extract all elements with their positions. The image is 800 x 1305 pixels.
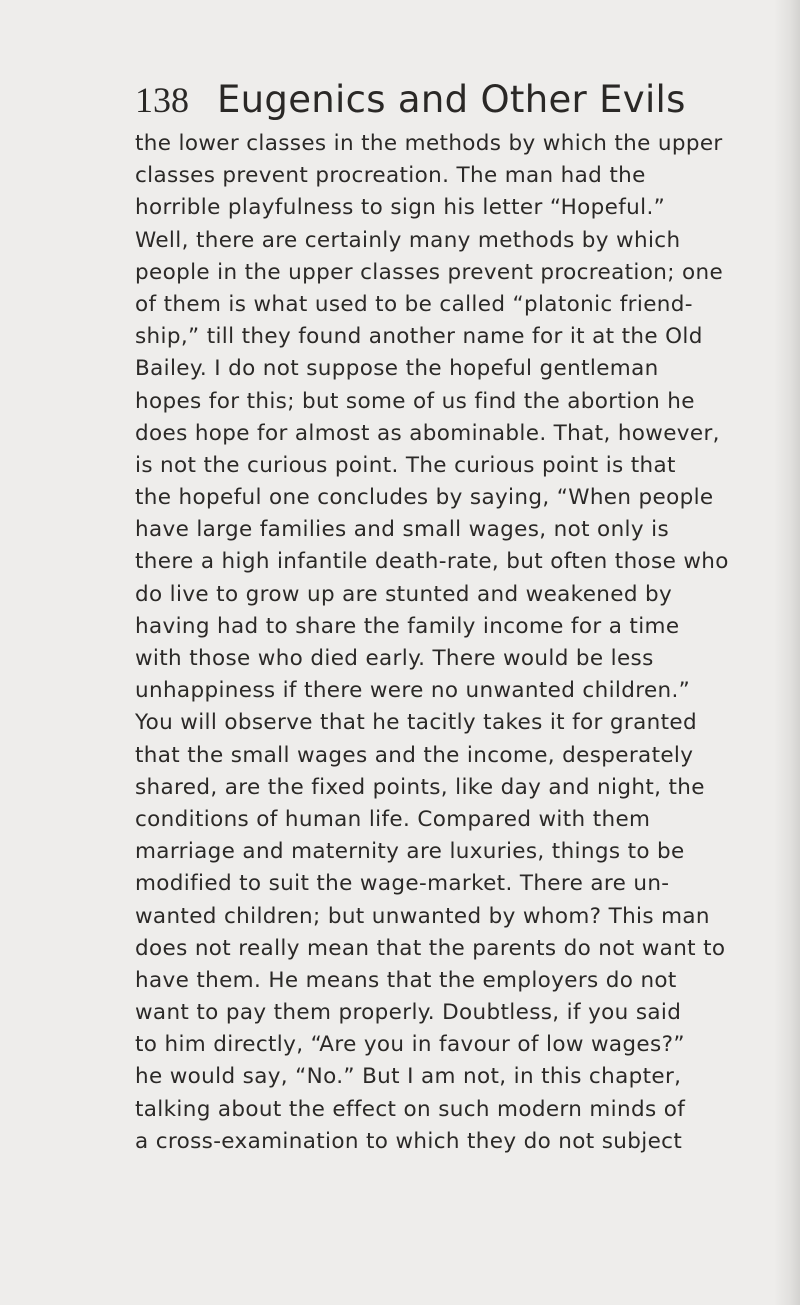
running-head	[135, 70, 695, 130]
text-line: marriage and maternity are luxuries, things to be	[135, 839, 685, 865]
text-line: does hope for almost as abominable. That, however,	[135, 420, 720, 446]
text-line: do live to grow up are stunted and weakened by	[135, 581, 673, 607]
book-title: Eugenics and Other Evils	[217, 78, 686, 121]
text-line: there a high infantile death-rate, but often those who	[135, 549, 729, 575]
text-line: talking about the effect on such modern minds of	[135, 1096, 686, 1122]
page-gutter-shadow	[774, 0, 800, 1305]
text-line: of them is what used to be called “platonic friend-	[135, 291, 693, 317]
text-line: Well, there are certainly many methods by which	[135, 227, 681, 253]
text-line: a cross-examination to which they do not subject	[135, 1128, 683, 1154]
text-line: have them. He means that the employers do not	[135, 967, 677, 993]
text-line: conditions of human life. Compared with them	[135, 806, 651, 832]
text-line: ship,” till they found another name for it at the Old	[135, 324, 703, 350]
text-line: unhappiness if there were no unwanted children.”	[135, 678, 691, 704]
text-line: modified to suit the wage-market. There are un-	[135, 871, 670, 897]
text-line: classes prevent procreation. The man had the	[135, 163, 646, 189]
text-line: shared, are the fixed points, like day and night, the	[135, 774, 705, 800]
page-number: 138	[135, 80, 189, 120]
text-line: hopes for this; but some of us find the abortion he	[135, 388, 695, 414]
body-text	[135, 128, 755, 1158]
text-line: does not really mean that the parents do not want to	[135, 935, 726, 961]
text-line: people in the upper classes prevent procreation; one	[135, 259, 724, 285]
text-line: want to pay them properly. Doubtless, if you said	[135, 1000, 682, 1026]
text-line: the lower classes in the methods by which the upper	[135, 131, 723, 156]
text-line: with those who died early. There would be less	[135, 646, 654, 671]
text-line: You will observe that he tacitly takes it for granted	[135, 710, 697, 736]
text-line: wanted children; but unwanted by whom? This man	[135, 903, 710, 929]
text-line: is not the curious point. The curious point is that	[135, 452, 676, 478]
text-line: horrible playfulness to sign his letter “Hopeful.”	[135, 195, 666, 221]
text-line: he would say, “No.” But I am not, in this chapter,	[135, 1064, 682, 1090]
text-line: the hopeful one concludes by saying, “When people	[135, 485, 714, 511]
text-line: Bailey. I do not suppose the hopeful gentleman	[135, 356, 659, 382]
text-line: that the small wages and the income, desperately	[135, 742, 694, 768]
text-line: having had to share the family income for a time	[135, 613, 680, 639]
text-line: have large families and small wages, not only is	[135, 517, 669, 543]
text-line: to him directly, “Are you in favour of low wages?”	[135, 1032, 685, 1058]
